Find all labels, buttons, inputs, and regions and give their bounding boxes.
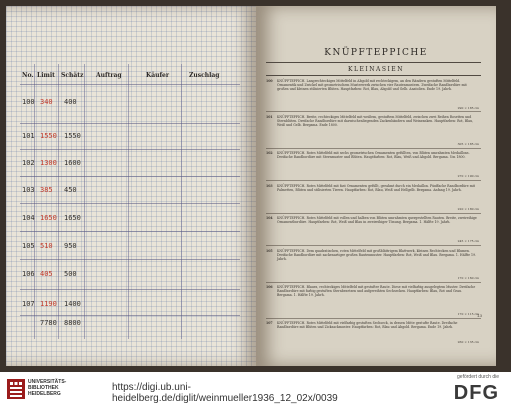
institution-line: HEIDELBERG: [28, 391, 61, 397]
header-rule: [20, 84, 240, 85]
catalog-entry: [266, 79, 481, 109]
title-rule: [266, 62, 481, 63]
entry-text: KNÜPFTEPPICH. Langrechteckiges Mittelfeld in Abgold mit rechteckigem, an den Rändern gestuften Mittelfeld. Ornamentik und Zwickel mit geometrischem Musterwerk zwischen vier Rautenmustern. Zweifache Randbordüre mit großen und kleinen stilisierten Blüten. Hauptfarben: Rot, Blau, Abgold und Gelb. Anatolien. Ende 19. Jahrh.: [277, 79, 467, 92]
ledger-row: [20, 297, 240, 311]
limit-value: 1190: [40, 300, 57, 308]
limit-value: 340: [40, 98, 53, 106]
entry-text: KNÜPFTEPPICH. Blaues, rechteckiges Mittelfeld mit gestufter Raute. Diese mit vielfarbig ausgelegtem Muster. Dreifache Randbordüre mit farbig gestuften Sternbesetzen und aufgereihten Sechsecken. Hauptfarben: Blau, Rot und Grau. Bergama. 1. Hälfte 19. Jahrh.: [277, 285, 476, 298]
catalog-entry: [266, 216, 481, 242]
entry-size: 270 × 190 cm: [457, 173, 479, 178]
entry-size: 290 × 185 cm: [457, 105, 479, 110]
row-rule: [20, 149, 240, 150]
entry-number: 105: [266, 249, 273, 253]
header-no: No.: [22, 72, 34, 79]
limit-value: 1300: [40, 159, 57, 167]
entry-rule: [266, 282, 481, 283]
ledger-row: [20, 156, 240, 170]
page-number: 13: [476, 313, 482, 318]
entry-text: KNÜPFTEPPICH. Rotes Mittelfeld mit vollen und halben von Blüten umrahmten quergestellten Rauten. Breite, zweireihige Ornamentbordüre. Hauptfarben: Rot, Weiß und Blau in zweireihiger Tönung. Bergama. 1. Hälfte 19. Jahrh.: [277, 216, 477, 225]
catalog-entry: [266, 249, 481, 279]
ledger-row: [20, 183, 240, 197]
entry-text: KNÜPFTEPPICH. Rotes Mittelfeld mit vielfarbig gestuften Sechseck, in dessen Mitte gestufte Raute. Dreifache Randbordüre mit Blüten und Zickzackmuster. Hauptfarben: Rot, Blau und Abgold. Bergama. Ende 19. Jahrh.: [277, 321, 458, 330]
limit-value: 1550: [40, 132, 57, 140]
estimate-value: 1650: [64, 214, 81, 222]
entry-text: KNÜPFTEPPICH. Breite, rechteckiges Mittelfeld mit weißem, gestuftem Mittelfeld, zwischen zwei Reihen Rosetten und Sternblüten. Dreifache Randbordüre mit dazwischenliegenden Zackenbändern und Weinranken. Hauptfarben: Rot, Blau, Weiß und Gelb. Bergama. Ende 1800.: [277, 115, 474, 128]
estimate-value: 950: [64, 242, 77, 250]
entry-rule: [266, 111, 481, 112]
entry-text: KNÜPFTEPPICH. Rotes Mittelfeld mit sechs geometrischen Ornamenten gefüllten, von Blüten umrahmten Medaillons. Dreifache Randbordüre mit Sternmuster und Blüten. Hauptfarben: Rot, Blau, Weiß und Abgold. Bergama. Um 1800.: [277, 151, 470, 160]
entry-text: KNÜPFTEPPICH. Dem quadratischen, roten Mittelfeld mit großblättrigem Blattwerk, kleinen Rechtecken und Blumen. Dreifache Randbordüre mit zackenartiger großen Rautenmuster. Hauptfarben: Rot, Weiß und Blau. Bergama. 1. Hälfte 19. Jahrh.: [277, 249, 477, 262]
entry-number: 106: [266, 285, 273, 289]
entry-number: 103: [266, 184, 273, 188]
estimate-value: 400: [64, 98, 77, 106]
entry-text: KNÜPFTEPPICH. Rotes Mittelfeld mit fast Ornamenten gefüllt, gerahmt durch ein Medaillon. Fünffache Randbordüre mit Palmetten, Blüten und stilisierten Tieren. Hauptfarben: Rot, Blau, Weiß und Hellgelb. Bergama. Anfang 19. Jahrh.: [277, 184, 475, 193]
entry-number: 102: [266, 151, 273, 155]
entry-size: 170 × 160 cm: [457, 275, 479, 280]
entry-number: 101: [266, 115, 273, 119]
university-seal-icon: [6, 378, 26, 400]
entry-size: 260 × 135 cm: [457, 339, 479, 344]
estimate-value: 500: [64, 270, 77, 278]
row-rule: [20, 231, 240, 232]
row-rule: [20, 289, 240, 290]
entry-rule: [266, 180, 481, 181]
entry-rule: [266, 318, 481, 319]
lot-number: 102: [22, 159, 35, 167]
catalog-page: [256, 6, 496, 366]
lot-number: 104: [22, 214, 35, 222]
catalog-entry: [266, 285, 481, 315]
institution-name: [28, 379, 66, 397]
subtitle-rule: [266, 75, 481, 76]
ledger-row: [20, 267, 240, 281]
header-auftrag: Auftrag: [96, 72, 122, 79]
header-schaetz: Schätz: [61, 72, 84, 79]
estimate-value: 1400: [64, 300, 81, 308]
estimate-value: 1600: [64, 159, 81, 167]
entry-number: 104: [266, 216, 273, 220]
catalog-title: KNÜPFTEPPICHE: [324, 48, 428, 58]
row-rule: [20, 123, 240, 124]
ledger-row: [20, 95, 240, 109]
footer-bar: [0, 372, 511, 408]
ledger-row: [20, 239, 240, 253]
limit-value: 405: [40, 270, 53, 278]
limit-total: 7780: [40, 319, 57, 327]
estimate-total: 8800: [64, 319, 81, 327]
header-zuschlag: Zuschlag: [189, 72, 220, 79]
entry-number: 100: [266, 79, 273, 83]
entry-size: 170 × 115 cm: [457, 311, 479, 316]
entry-rule: [266, 148, 481, 149]
row-rule: [20, 203, 240, 204]
header-limit: Limit: [37, 72, 55, 79]
entry-size: 220 × 180 cm: [457, 206, 479, 211]
estimate-value: 1550: [64, 132, 81, 140]
limit-value: 510: [40, 242, 53, 250]
catalog-entry: [266, 151, 481, 177]
row-rule: [20, 259, 240, 260]
estimate-value: 450: [64, 186, 77, 194]
lot-number: 107: [22, 300, 35, 308]
entry-size: 245 × 175 cm: [457, 238, 479, 243]
catalog-entry: [266, 115, 481, 145]
entry-number: 107: [266, 321, 273, 325]
row-rule: [20, 315, 240, 316]
dfg-logo: DFG: [453, 382, 499, 404]
institution-line: BIBLIOTHEK: [28, 385, 59, 391]
institution-line: UNIVERSITÄTS-: [28, 379, 67, 385]
entry-rule: [266, 245, 481, 246]
limit-value: 385: [40, 186, 53, 194]
lot-number: 101: [22, 132, 35, 140]
limit-value: 1650: [40, 214, 57, 222]
catalog-subtitle: KLEINASIEN: [348, 66, 404, 73]
entry-size: 305 × 185 cm: [457, 141, 479, 146]
lot-number: 106: [22, 270, 35, 278]
lot-number: 100: [22, 98, 35, 106]
lot-number: 105: [22, 242, 35, 250]
catalog-entry: [266, 184, 481, 210]
entry-rule: [266, 213, 481, 214]
header-kaeufer: Käufer: [146, 72, 170, 79]
lot-number: 103: [22, 186, 35, 194]
ledger-row: [20, 129, 240, 143]
ledger-row: [20, 211, 240, 225]
catalog-entry: [266, 321, 481, 343]
funded-by-label: gefördert durch die: [457, 374, 499, 380]
permalink-url[interactable]: https://digi.ub.uni-heidelberg.de/diglit/weinmueller1936_12_02x/0039: [112, 382, 338, 404]
row-rule: [20, 176, 240, 177]
ledger-page: [6, 6, 256, 366]
